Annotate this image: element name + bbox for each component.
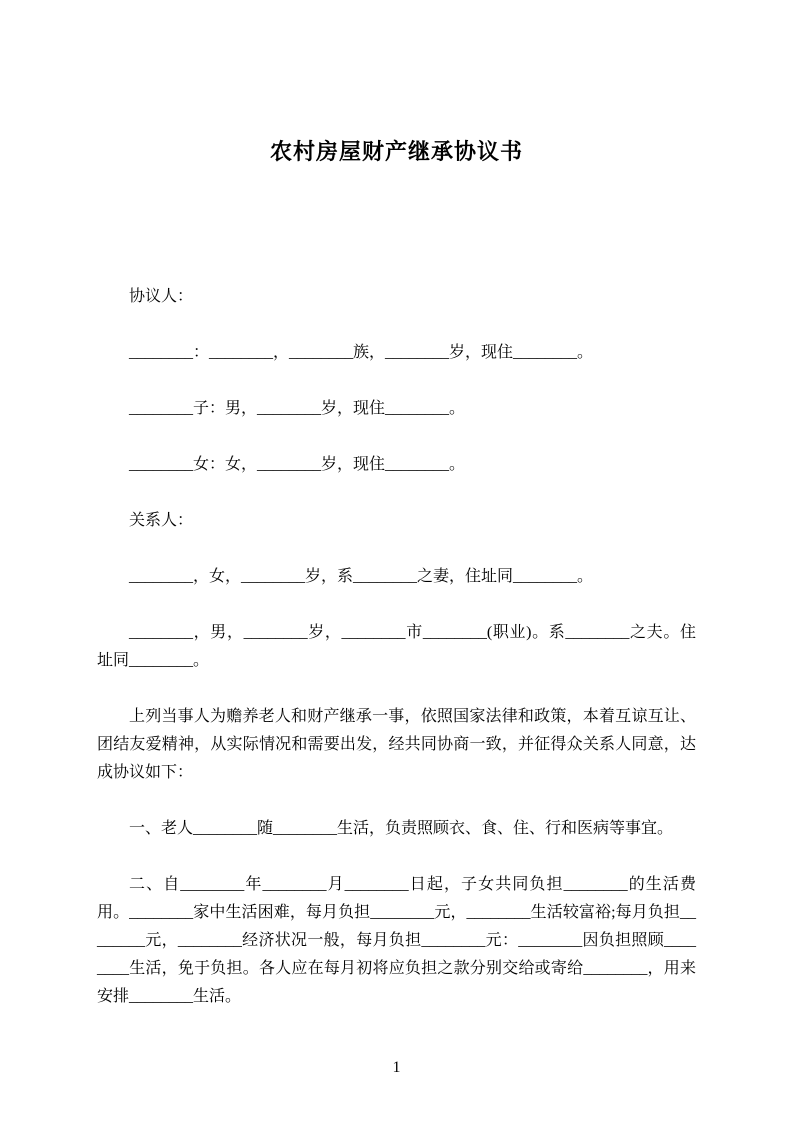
paragraph-party-daughter: ________女：女，________岁，现住________。 xyxy=(129,456,466,473)
paragraph-preamble: 上列当事人为赡养老人和财产继承一事，依照国家法律和政策，本着互谅互让、团结友爱精神，从实际情况和需要出发，经共同协商一致，并征得众关系人同意，达成协议如下： xyxy=(97,708,696,781)
paragraph-party-son: ________子：男，________岁，现住________。 xyxy=(129,400,466,417)
paragraph-relation-husband: ________，男，________岁，________市________(职业)。系________之夫。住址同________。 xyxy=(97,624,696,669)
paragraph-relations-label: 关系人： xyxy=(129,512,194,529)
paragraph-party-1: ________：________，________族，________岁，现住________。 xyxy=(129,344,594,361)
document-title: 农村房屋财产继承协议书 xyxy=(269,139,523,164)
document-body xyxy=(97,283,696,1011)
paragraph-clause-1: 一、老人________随________生活，负责照顾衣、食、住、行和医病等事宜。 xyxy=(129,820,674,837)
paragraph-relation-wife: ________，女，________岁，系________之妻，住址同________。 xyxy=(129,568,594,585)
paragraph-clause-2: 二、自________年________月________日起，子女共同负担________的生活费用。________家中生活困难，每月负担________元，________生活较富裕;每月负担________元，________经济状况一般，每月负担________元：________因负担照顾________生活，免于负担。各人应在每月初将应负担之款分别交给或寄给________，用来安排________生活。 xyxy=(97,876,696,1005)
paragraph-parties-label: 协议人： xyxy=(129,288,194,305)
page-number: 1 xyxy=(392,1059,401,1076)
